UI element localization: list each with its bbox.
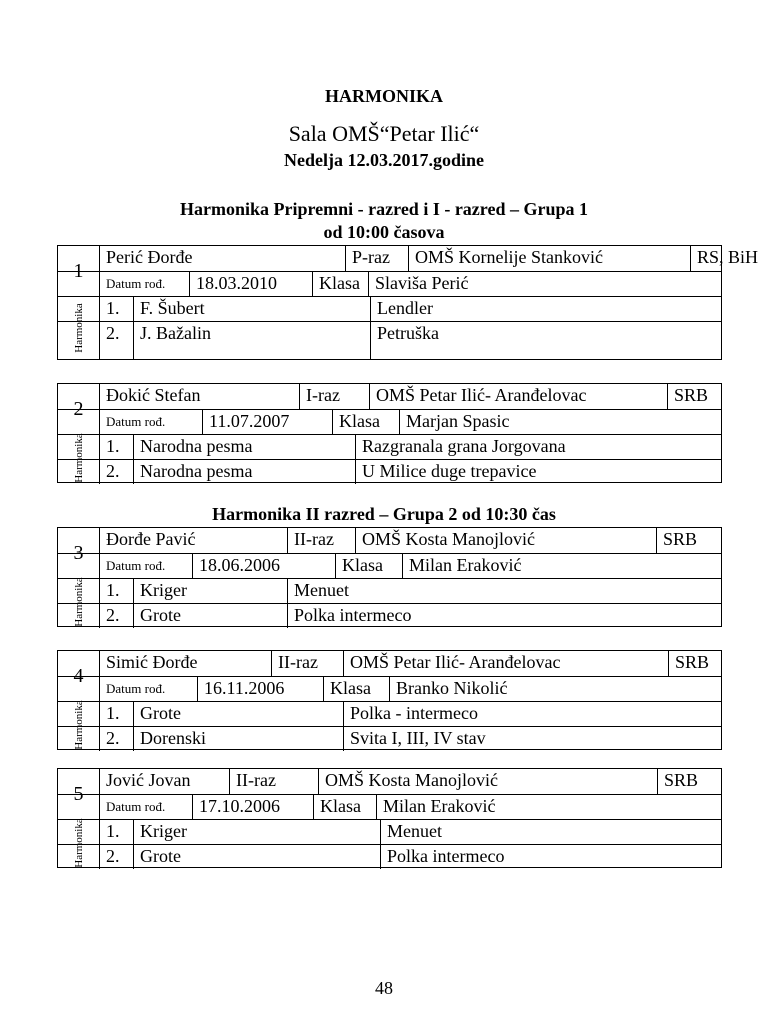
school: OMŠ Petar Ilić- Aranđelovac — [369, 384, 667, 409]
piece-number: 1. — [99, 579, 133, 603]
piece-title: Polka intermeco — [287, 604, 721, 628]
page-number: 48 — [375, 978, 393, 998]
competitor-name: Đorđe Pavić — [99, 528, 345, 553]
dob: 11.07.2007 — [202, 410, 332, 434]
country: RS, BiH — [690, 246, 721, 271]
dob: 16.11.2006 — [197, 677, 323, 701]
dob: 17.10.2006 — [192, 795, 313, 819]
competitor-name: Perić Đorđe — [99, 246, 345, 271]
dob-label: Datum rođ. — [99, 272, 189, 296]
subject-label: Harmonika — [72, 818, 85, 868]
piece-title: Polka intermeco — [380, 845, 721, 869]
piece-composer: Dorenski — [133, 727, 343, 751]
group-title: Harmonika II razred – Grupa 2 od 10:30 čas — [212, 504, 556, 524]
country: SRB — [657, 769, 721, 794]
piece-number: 2. — [99, 460, 133, 484]
dob: 18.06.2006 — [192, 554, 335, 578]
piece-title: Menuet — [287, 579, 721, 603]
piece-number: 2. — [99, 322, 133, 359]
class-label: Klasa — [323, 677, 389, 701]
piece-composer: F. Šubert — [133, 297, 370, 321]
teacher: Milan Eraković — [376, 795, 721, 819]
teacher: Marjan Spasic — [399, 410, 721, 434]
piece-number: 1. — [99, 435, 133, 459]
class-label: Klasa — [332, 410, 399, 434]
piece-title: Polka - intermeco — [343, 702, 721, 726]
teacher: Milan Eraković — [402, 554, 721, 578]
piece-number: 1. — [99, 297, 133, 321]
grade: II-raz — [271, 651, 343, 676]
school: OMŠ Kosta Manojlović — [355, 528, 656, 553]
grade: II-raz — [229, 769, 318, 794]
piece-composer: Narodna pesma — [133, 460, 355, 484]
class-label: Klasa — [335, 554, 402, 578]
entry-number: 2 — [73, 398, 84, 420]
class-label: Klasa — [312, 272, 368, 296]
competitor-entry — [57, 650, 722, 750]
piece-number: 1. — [99, 702, 133, 726]
competitor-name: Jović Jovan — [99, 769, 229, 794]
piece-composer: Grote — [133, 702, 343, 726]
dob-label: Datum rođ. — [99, 410, 202, 434]
dob-label: Datum rođ. — [99, 795, 192, 819]
competitor-entry — [57, 383, 722, 483]
country: SRB — [668, 651, 721, 676]
school: OMŠ Kosta Manojlović — [318, 769, 657, 794]
piece-title: Lendler — [370, 297, 721, 321]
piece-composer: Kriger — [133, 579, 287, 603]
group-title: Harmonika Pripremni - razred i I - razred – Grupa 1 — [180, 199, 588, 219]
subject-label: Harmonika — [72, 302, 85, 353]
school: OMŠ Kornelije Stanković — [408, 246, 690, 271]
teacher: Branko Nikolić — [389, 677, 721, 701]
competitor-entry — [57, 768, 722, 868]
competitor-entry — [57, 245, 759, 360]
subject-label: Harmonika — [72, 433, 85, 483]
piece-title: U Milice duge trepavice — [355, 460, 721, 484]
dob: 18.03.2010 — [189, 272, 312, 296]
venue: Sala OMŠ“Petar Ilić“ — [288, 121, 480, 146]
entry-number: 1 — [73, 260, 84, 282]
piece-composer: Narodna pesma — [133, 435, 355, 459]
piece-title: Menuet — [380, 820, 721, 844]
piece-title: Petruška — [370, 322, 721, 359]
piece-composer: Grote — [133, 845, 380, 869]
class-label: Klasa — [313, 795, 376, 819]
entry-number: 3 — [73, 542, 84, 564]
competitor-name: Simić Đorđe — [99, 651, 271, 676]
country: SRB — [656, 528, 721, 553]
competitor-entry — [57, 527, 722, 627]
event-date: Nedelja 12.03.2017.godine — [284, 150, 484, 170]
dob-label: Datum rođ. — [99, 677, 197, 701]
teacher: Slaviša Perić — [368, 272, 721, 296]
piece-title: Razgranala grana Jorgovana — [355, 435, 721, 459]
grade: I-raz — [299, 384, 369, 409]
piece-composer: Kriger — [133, 820, 380, 844]
piece-number: 2. — [99, 845, 133, 869]
school: OMŠ Petar Ilić- Aranđelovac — [343, 651, 668, 676]
subject-label: Harmonika — [72, 700, 85, 750]
subject-label: Harmonika — [72, 577, 85, 627]
document-title: HARMONIKA — [325, 86, 443, 106]
competitor-name: Đokić Stefan — [99, 384, 299, 409]
entry-number: 5 — [73, 783, 84, 805]
group-time: od 10:00 časova — [323, 222, 445, 242]
dob-label: Datum rođ. — [99, 554, 192, 578]
grade: II-raz — [287, 528, 355, 553]
piece-composer: J. Bažalin — [133, 322, 370, 359]
grade: P-raz — [345, 246, 408, 271]
piece-number: 2. — [99, 727, 133, 751]
piece-number: 2. — [99, 604, 133, 628]
piece-number: 1. — [99, 820, 133, 844]
country: SRB — [667, 384, 721, 409]
piece-composer: Grote — [133, 604, 287, 628]
piece-title: Svita I, III, IV stav — [343, 727, 721, 751]
entry-number: 4 — [73, 665, 84, 687]
